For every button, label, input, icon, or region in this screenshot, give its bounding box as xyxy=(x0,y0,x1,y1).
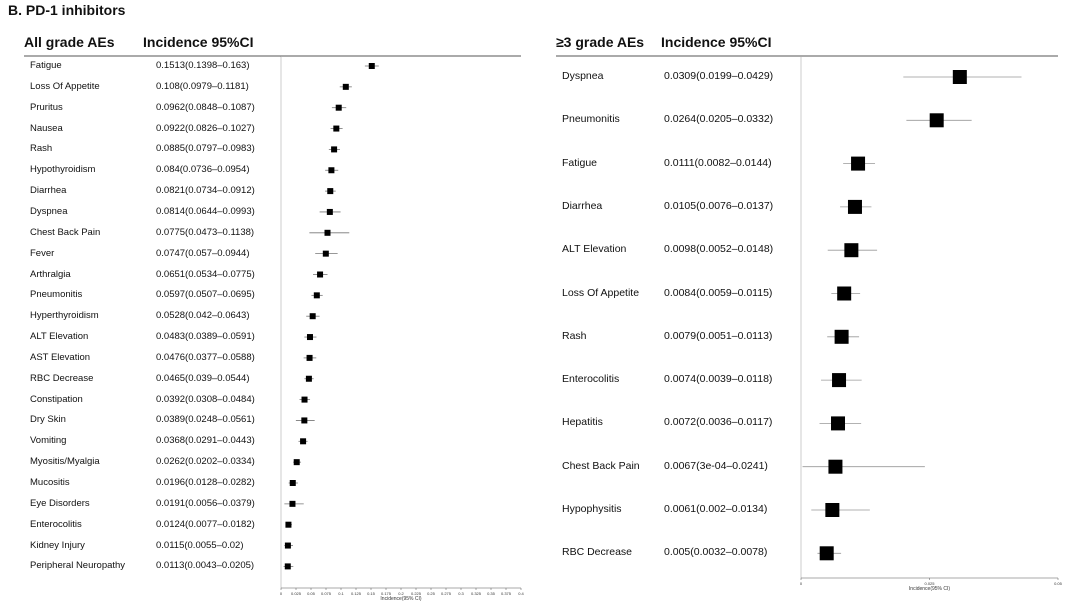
right-estimate-marker xyxy=(831,416,845,430)
left-estimate-marker xyxy=(290,480,296,486)
left-x-tick-label: 0.2 xyxy=(398,591,404,596)
right-x-axis-title: Incidence(95% CI) xyxy=(908,586,951,592)
left-row-ci: 0.0124(0.0077–0.0182) xyxy=(156,518,255,530)
left-x-tick-label: 0.4 xyxy=(518,591,524,596)
left-x-tick-label: 0.3 xyxy=(458,591,464,596)
left-row-name: Vomiting xyxy=(30,435,67,447)
left-row-name: Dry Skin xyxy=(30,414,66,426)
right-row-ci: 0.0111(0.0082–0.0144) xyxy=(664,156,772,169)
right-estimate-marker xyxy=(837,287,851,301)
left-row-ci: 0.0922(0.0826–0.1027) xyxy=(156,122,255,134)
left-estimate-marker xyxy=(314,292,320,298)
left-row-name: Pruritus xyxy=(30,101,63,113)
right-row-name: Dyspnea xyxy=(562,70,604,82)
right-row-name: Rash xyxy=(562,329,587,342)
left-row-name: Kidney Injury xyxy=(30,539,85,551)
right-row-ci: 0.0074(0.0039–0.0118) xyxy=(664,373,773,386)
right-estimate-marker xyxy=(825,503,839,517)
left-estimate-marker xyxy=(343,84,349,90)
right-row-ci: 0.0084(0.0059–0.0115) xyxy=(664,286,773,299)
right-row-ci: 0.0309(0.0199–0.0429) xyxy=(664,70,774,82)
left-estimate-marker xyxy=(285,543,291,549)
left-row-name: Hypothyroidism xyxy=(30,164,96,176)
left-row-ci: 0.084(0.0736–0.0954) xyxy=(156,164,250,176)
right-row-name: Chest Back Pain xyxy=(562,459,640,472)
left-row-ci: 0.0885(0.0797–0.0983) xyxy=(156,143,255,155)
left-x-tick-label: 0.025 xyxy=(290,591,302,596)
left-estimate-marker xyxy=(327,188,333,194)
right-row-name: Loss Of Appetite xyxy=(562,286,640,299)
left-row-name: Constipation xyxy=(30,393,83,405)
left-row-name: Mucositis xyxy=(30,477,70,488)
left-x-tick-label: 0.1 xyxy=(338,591,344,596)
left-row-name: ALT Elevation xyxy=(30,331,89,343)
left-row-ci: 0.0196(0.0128–0.0282) xyxy=(156,477,255,488)
left-estimate-marker xyxy=(317,272,323,278)
right-estimate-marker xyxy=(844,243,858,257)
right-estimate-marker xyxy=(828,460,842,474)
right-estimate-marker xyxy=(835,330,849,344)
left-x-tick-label: 0.075 xyxy=(320,591,332,596)
left-estimate-marker xyxy=(333,126,339,132)
right-estimate-marker xyxy=(953,70,967,84)
left-estimate-marker xyxy=(323,251,329,257)
right-estimate-marker xyxy=(820,546,834,560)
left-row-name: AST Elevation xyxy=(30,351,91,363)
left-x-tick-label: 0.325 xyxy=(470,591,482,596)
left-estimate-marker xyxy=(310,313,316,319)
left-row-ci: 0.0392(0.0308–0.0484) xyxy=(156,393,255,405)
right-row-name: Hypophysitis xyxy=(562,503,622,515)
right-row-name: Enterocolitis xyxy=(562,373,620,386)
right-row-name: Hepatitis xyxy=(562,416,603,429)
right-row-name: Diarrhea xyxy=(562,199,603,212)
left-estimate-marker xyxy=(289,501,295,507)
right-estimate-marker xyxy=(930,113,944,127)
left-row-name: Eye Disorders xyxy=(30,497,90,509)
left-row-ci: 0.0821(0.0734–0.0912) xyxy=(156,185,255,197)
left-row-name: Peripheral Neuropathy xyxy=(30,560,126,572)
right-row-ci: 0.0061(0.002–0.0134) xyxy=(664,503,768,515)
left-row-ci: 0.0465(0.039–0.0544) xyxy=(156,372,250,384)
left-row-ci: 0.0962(0.0848–0.1087) xyxy=(156,101,255,113)
left-estimate-marker xyxy=(307,334,313,340)
left-row-name: Loss Of Appetite xyxy=(30,80,100,92)
left-estimate-marker xyxy=(301,417,307,423)
left-row-name: Fatigue xyxy=(30,60,62,71)
left-estimate-marker xyxy=(336,105,342,111)
left-row-ci: 0.0814(0.0644–0.0993) xyxy=(156,205,255,217)
left-row-name: Enterocolitis xyxy=(30,518,82,530)
left-header-ae: All grade AEs xyxy=(24,34,115,50)
left-estimate-marker xyxy=(285,522,291,528)
right-estimate-marker xyxy=(851,157,865,171)
left-header-ci: Incidence 95%CI xyxy=(143,34,254,50)
left-row-name: Rash xyxy=(30,143,53,155)
right-row-ci: 0.0264(0.0205–0.0332) xyxy=(664,113,774,126)
right-row-name: Fatigue xyxy=(562,156,598,169)
right-row-ci: 0.0067(3e-04–0.0241) xyxy=(664,459,768,472)
left-estimate-marker xyxy=(328,167,334,173)
left-row-name: Dyspnea xyxy=(30,205,68,217)
left-row-ci: 0.0528(0.042–0.0643) xyxy=(156,310,250,322)
left-x-tick-label: 0.15 xyxy=(367,591,375,596)
left-row-ci: 0.0483(0.0389–0.0591) xyxy=(156,331,255,343)
right-row-name: RBC Decrease xyxy=(562,546,633,559)
left-row-name: Pneumonitis xyxy=(30,289,83,301)
left-row-ci: 0.0115(0.0055–0.02) xyxy=(156,539,244,551)
left-x-tick-label: 0.225 xyxy=(410,591,422,596)
left-row-ci: 0.0476(0.0377–0.0588) xyxy=(156,351,255,363)
right-x-tick-label: 0 xyxy=(799,581,803,586)
right-x-tick-label: 0.05 xyxy=(1054,581,1062,586)
left-row-ci: 0.1513(0.1398–0.163) xyxy=(156,60,250,71)
left-estimate-marker xyxy=(331,146,337,152)
left-x-tick-label: 0.375 xyxy=(500,591,512,596)
right-estimate-marker xyxy=(848,200,862,214)
right-row-ci: 0.005(0.0032–0.0078) xyxy=(664,546,768,559)
left-row-ci: 0.0597(0.0507–0.0695) xyxy=(156,289,255,301)
right-row-ci: 0.0098(0.0052–0.0148) xyxy=(664,243,774,256)
right-row-ci: 0.0072(0.0036–0.0117) xyxy=(664,416,773,429)
left-row-ci: 0.0191(0.0056–0.0379) xyxy=(156,497,255,509)
right-row-name: ALT Elevation xyxy=(562,243,627,256)
right-estimate-marker xyxy=(832,373,846,387)
left-row-ci: 0.0113(0.0043–0.0205) xyxy=(156,560,255,572)
left-estimate-marker xyxy=(306,376,312,382)
left-estimate-marker xyxy=(300,438,306,444)
right-header-ci: Incidence 95%CI xyxy=(661,34,772,50)
left-row-ci: 0.0775(0.0473–0.1138) xyxy=(156,226,255,238)
left-row-ci: 0.0368(0.0291–0.0443) xyxy=(156,435,255,447)
left-x-tick-label: 0.25 xyxy=(427,591,435,596)
left-estimate-marker xyxy=(327,209,333,215)
left-estimate-marker xyxy=(307,355,313,361)
left-estimate-marker xyxy=(302,397,308,403)
left-row-ci: 0.108(0.0979–0.1181) xyxy=(156,80,249,92)
left-row-name: Hyperthyroidism xyxy=(30,310,99,322)
left-x-axis-title: Incidence(95% CI) xyxy=(380,596,422,602)
left-x-tick-label: 0.35 xyxy=(487,591,495,596)
left-row-ci: 0.0262(0.0202–0.0334) xyxy=(156,456,255,468)
left-estimate-marker xyxy=(325,230,331,236)
left-row-name: Fever xyxy=(30,247,55,259)
left-row-name: Nausea xyxy=(30,122,63,134)
left-x-tick-label: 0 xyxy=(279,591,283,596)
left-estimate-marker xyxy=(369,63,375,69)
left-row-name: Chest Back Pain xyxy=(30,226,101,238)
right-row-ci: 0.0079(0.0051–0.0113) xyxy=(664,329,773,342)
left-x-tick-label: 0.175 xyxy=(380,591,392,596)
left-row-name: Arthralgia xyxy=(30,268,71,280)
right-row-ci: 0.0105(0.0076–0.0137) xyxy=(664,199,774,212)
left-row-ci: 0.0389(0.0248–0.0561) xyxy=(156,414,255,426)
left-x-tick-label: 0.125 xyxy=(350,591,362,596)
left-row-ci: 0.0747(0.057–0.0944) xyxy=(156,247,250,259)
right-header-ae: ≥3 grade AEs xyxy=(556,34,645,50)
left-estimate-marker xyxy=(285,563,291,569)
left-x-tick-label: 0.275 xyxy=(440,591,452,596)
right-x-tick-label: 0.025 xyxy=(924,581,935,586)
left-x-tick-label: 0.05 xyxy=(307,591,315,596)
left-row-ci: 0.0651(0.0534–0.0775) xyxy=(156,268,255,280)
figure-title: B. PD-1 inhibitors xyxy=(8,2,126,18)
left-row-name: Diarrhea xyxy=(30,185,67,197)
right-row-name: Pneumonitis xyxy=(562,113,620,126)
left-row-name: Myositis/Myalgia xyxy=(30,456,100,468)
left-row-name: RBC Decrease xyxy=(30,372,94,384)
left-estimate-marker xyxy=(294,459,300,465)
